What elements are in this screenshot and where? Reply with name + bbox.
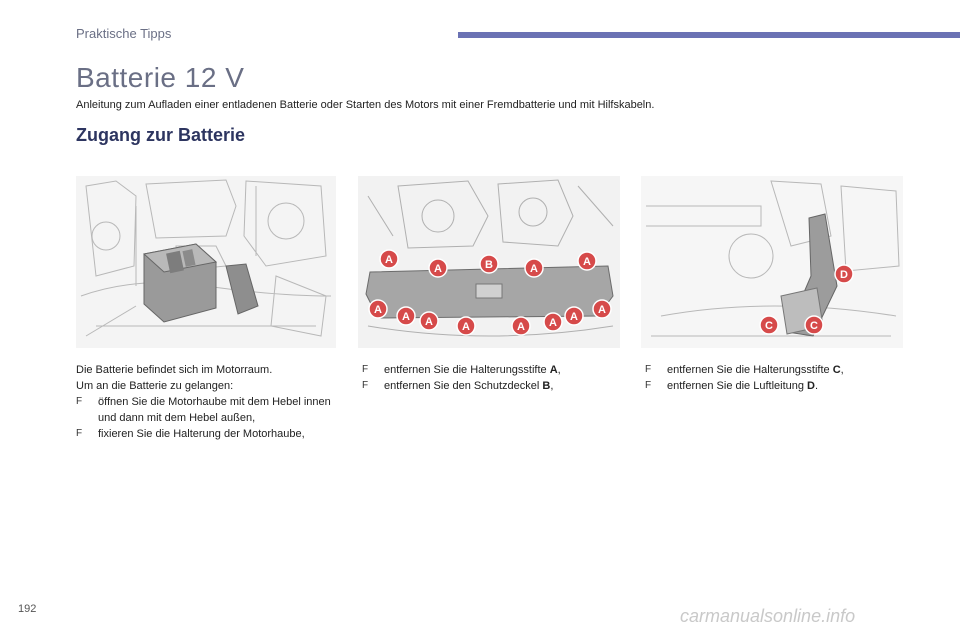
page-subtitle: Anleitung zum Aufladen einer entladenen Batterie oder Starten des Motors mit einer Fremdbatterie und mit Hilfskabeln. [76,99,655,111]
step-item [362,362,622,378]
label-b: B [485,259,493,271]
air-duct-illustration [641,176,903,348]
instructions-column-3 [645,362,905,394]
label-c: C [810,320,818,332]
step-text: öffnen Sie die Motorhaube mit dem Hebel innen und dann mit dem Hebel außen, [98,396,331,424]
step-punct: , [840,364,844,376]
bullet-icon: F [76,428,83,439]
label-a: A [434,263,442,275]
step-key: D [807,380,815,392]
label-a: A [517,321,525,333]
step-text: fixieren Sie die Halterung der Motorhaube, [98,428,305,440]
bullet-icon: F [76,396,83,407]
section-label: Praktische Tipps [76,26,172,41]
step-key: B [542,380,551,392]
label-d: D [840,269,848,281]
watermark: carmanualsonline.info [680,606,856,626]
bullet-icon: F [362,380,369,391]
intro-line: Um an die Batterie zu gelangen: [76,380,234,392]
section-heading: Zugang zur Batterie [76,125,246,145]
label-a: A [549,317,557,329]
label-a: A [530,263,538,275]
step-punct: , [550,380,554,392]
instructions-column-1 [76,362,346,442]
engine-cover-illustration [358,176,620,348]
label-a: A [425,316,433,328]
step-key: C [832,364,841,376]
step-text: entfernen Sie die Halterungsstifte [667,364,833,376]
instructions-column-2 [362,362,622,394]
label-a: A [598,304,606,316]
step-text: entfernen Sie die Luftleitung [667,380,808,392]
page-number: 192 [18,603,37,615]
step-item [76,426,346,442]
label-a: A [402,311,410,323]
step-punct: . [815,380,819,392]
label-a: A [583,256,591,268]
battery-location-illustration [76,176,336,348]
step-item [645,378,905,394]
label-a: A [462,321,470,333]
label-a: A [374,304,382,316]
label-c: C [765,320,773,332]
label-a: A [570,311,578,323]
bullet-icon: F [645,380,652,391]
header-bar [458,32,960,38]
step-key: A [549,364,558,376]
intro-line: Die Batterie befindet sich im Motorraum. [76,364,273,376]
bullet-icon: F [645,364,652,375]
step-text: entfernen Sie die Halterungsstifte [384,364,550,376]
page-title: Batterie 12 V [76,62,245,93]
step-punct: , [557,364,561,376]
step-item [76,394,346,426]
step-item [362,378,622,394]
label-a: A [385,254,393,266]
bullet-icon: F [362,364,369,375]
step-item [645,362,905,378]
step-text: entfernen Sie den Schutzdeckel [384,380,543,392]
